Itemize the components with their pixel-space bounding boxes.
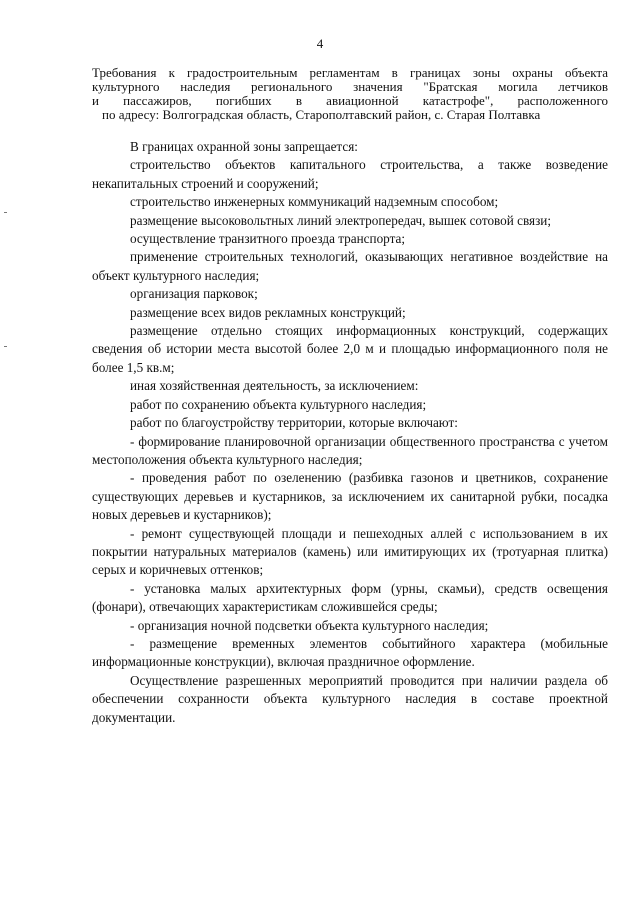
list-item-small-forms: - установка малых архитектурных форм (урны, скамьи), средств освещения (фонари), отвечающих характеристикам сложившейся среды; bbox=[92, 580, 608, 615]
paragraph-economic-activity: иная хозяйственная деятельность, за исключением: bbox=[130, 378, 419, 394]
heading-line-3: и пассажиров, погибших в авиационной катастрофе", расположенного bbox=[92, 93, 608, 108]
paragraph-info-structures: размещение отдельно стоящих информационных конструкций, содержащих сведения об истории места высотой более 2,0 м и площадью информационного поля не более 1,5 кв.м; bbox=[92, 323, 608, 375]
document-body bbox=[92, 138, 608, 727]
paragraph-prohibitions-intro: В границах охранной зоны запрещается: bbox=[130, 139, 358, 154]
paragraph-preservation-works: работ по сохранению объекта культурного наследия; bbox=[130, 396, 427, 412]
heading-line-4: по адресу: Волгоградская область, Старополтавский район, с. Старая Полтавка bbox=[102, 107, 541, 122]
paragraph-transit-traffic: осуществление транзитного проезда транспорта; bbox=[130, 231, 406, 247]
list-item-greening: - проведения работ по озеленению (разбивка газонов и цветников, сохранение существующих деревьев и кустарников, за исключением их санитарной рубки, посадка новых деревьев и кустарников); bbox=[92, 470, 608, 523]
heading-line-2: культурного наследия регионального значения "Братская могила летчиков bbox=[92, 79, 608, 94]
paragraph-engineering-networks: строительство инженерных коммуникаций надземным способом; bbox=[130, 194, 499, 210]
paragraph-advertising: размещение всех видов рекламных конструкций; bbox=[130, 304, 406, 320]
margin-mark bbox=[4, 212, 7, 213]
paragraph-construction-technologies: применение строительных технологий, оказывающих негативное воздействие на объект культурного наследия; bbox=[92, 249, 608, 283]
paragraph-capital-construction: строительство объектов капитального строительства, а также возведение некапитальных строений и сооружений; bbox=[92, 157, 608, 191]
list-item-night-lighting: - организация ночной подсветки объекта культурного наследия; bbox=[130, 617, 489, 633]
paragraph-power-lines: размещение высоковольтных линий электропередач, вышек сотовой связи; bbox=[130, 212, 552, 228]
list-item-temporary-elements: - размещение временных элементов событийного характера (мобильные информационные конструкции), включая праздничное оформление. bbox=[92, 635, 608, 670]
paragraph-conclusion: Осуществление разрешенных мероприятий проводится при наличии раздела об обеспечении сохранности объекта культурного наследия в составе проектной документации. bbox=[92, 672, 608, 725]
margin-mark bbox=[4, 346, 7, 347]
document-heading bbox=[92, 66, 608, 122]
paragraph-landscaping-works: работ по благоустройству территории, которые включают: bbox=[130, 415, 458, 431]
list-item-paving: - ремонт существующей площади и пешеходных аллей с использованием в их покрытии натуральных материалов (камень) или имитирующих их (тротуарная плитка) серых и коричневых оттенков; bbox=[92, 525, 608, 578]
heading-line-1: Требования к градостроительным регламентам в границах зоны охраны объекта bbox=[92, 65, 608, 80]
list-item-planning: - формирование планировочной организации общественного пространства с учетом местоположения объекта культурного наследия; bbox=[92, 433, 608, 467]
page-number: 4 bbox=[316, 36, 324, 51]
paragraph-parking: организация парковок; bbox=[130, 286, 258, 302]
